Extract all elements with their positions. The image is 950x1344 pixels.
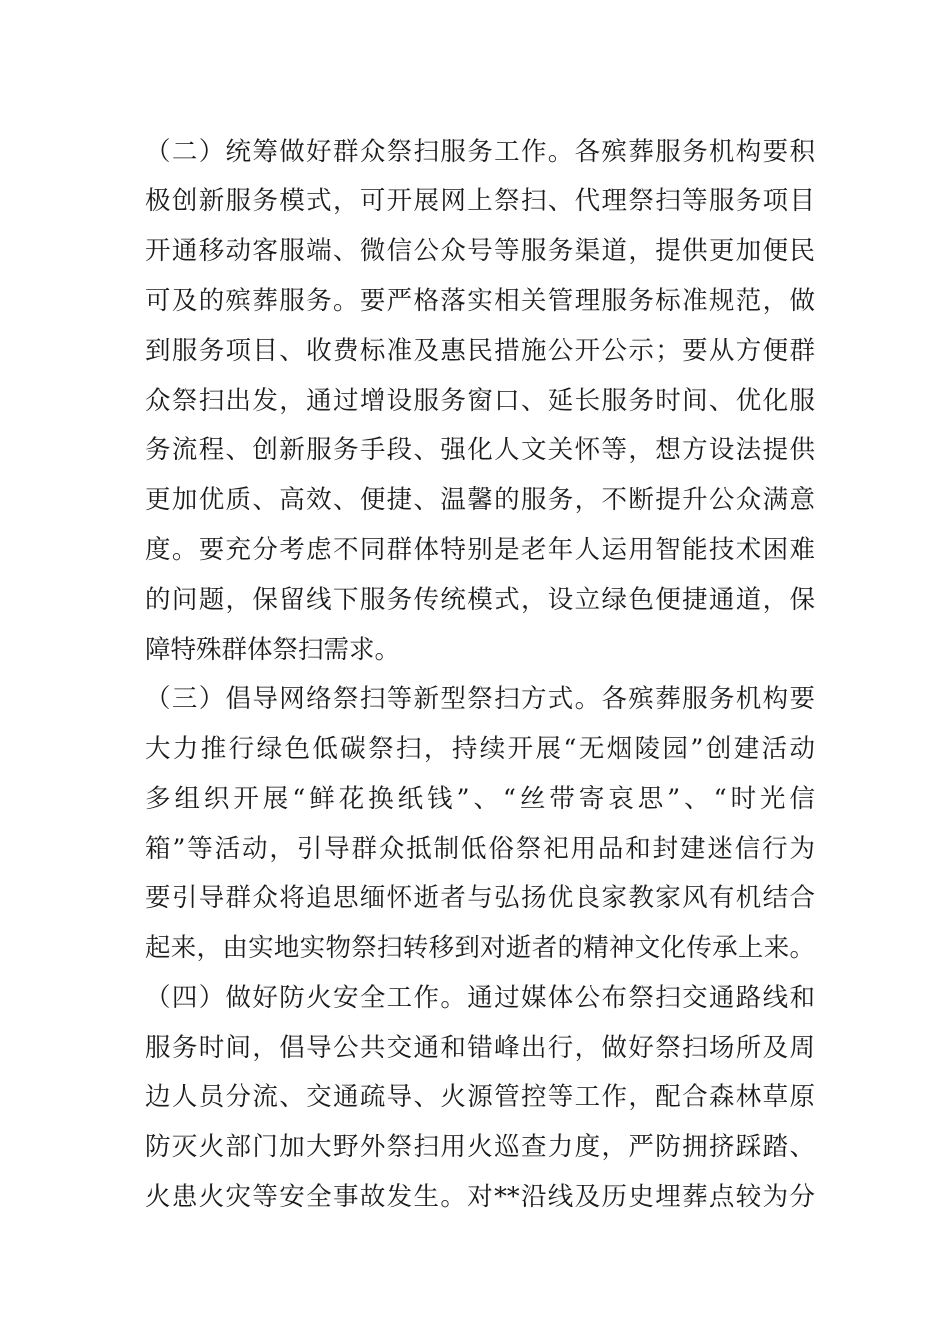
text-line: 大力推行绿色低碳祭扫，持续开展“无烟陵园”创建活动 — [145, 734, 815, 764]
text-line: 多组织开展“鲜花换纸钱”、“丝带寄哀思”、“时光信 — [145, 784, 815, 814]
text-line: 火患火灾等安全事故发生。对**沿线及历史埋葬点较为分 — [145, 1182, 815, 1212]
text-line: 服务时间，倡导公共交通和错峰出行，做好祭扫场所及周 — [145, 1033, 815, 1063]
text-line: 起来，由实地实物祭扫转移到对逝者的精神文化传承上来。 — [145, 933, 815, 963]
text-line: 众祭扫出发，通过增设服务窗口、延长服务时间、优化服 — [145, 386, 815, 416]
text-line: 防灭火部门加大野外祭扫用火巡查力度，严防拥挤踩踏、 — [145, 1132, 815, 1162]
text-line: （二）统筹做好群众祭扫服务工作。各殡葬服务机构要积 — [145, 137, 815, 167]
text-line: 边人员分流、交通疏导、火源管控等工作，配合森林草原 — [145, 1082, 815, 1112]
text-line: 要引导群众将追思缅怀逝者与弘扬优良家教家风有机结合 — [145, 883, 815, 913]
text-line: 到服务项目、收费标准及惠民措施公开公示；要从方便群 — [145, 336, 815, 366]
text-line: 务流程、创新服务手段、强化人文关怀等，想方设法提供 — [145, 435, 815, 465]
text-line: 度。要充分考虑不同群体特别是老年人运用智能技术困难 — [145, 535, 815, 565]
text-line: （四）做好防火安全工作。通过媒体公布祭扫交通路线和 — [145, 983, 815, 1013]
text-line: 更加优质、高效、便捷、温馨的服务，不断提升公众满意 — [145, 485, 815, 515]
text-line: （三）倡导网络祭扫等新型祭扫方式。各殡葬服务机构要 — [145, 684, 815, 714]
text-line: 的问题，保留线下服务传统模式，设立绿色便捷通道，保 — [145, 585, 815, 615]
text-line: 箱”等活动，引导群众抵制低俗祭祀用品和封建迷信行为 — [145, 834, 815, 864]
text-line: 开通移动客服端、微信公众号等服务渠道，提供更加便民 — [145, 236, 815, 266]
text-line: 极创新服务模式，可开展网上祭扫、代理祭扫等服务项目 — [145, 186, 815, 216]
text-line: 可及的殡葬服务。要严格落实相关管理服务标准规范，做 — [145, 286, 815, 316]
text-line: 障特殊群体祭扫需求。 — [145, 635, 401, 665]
